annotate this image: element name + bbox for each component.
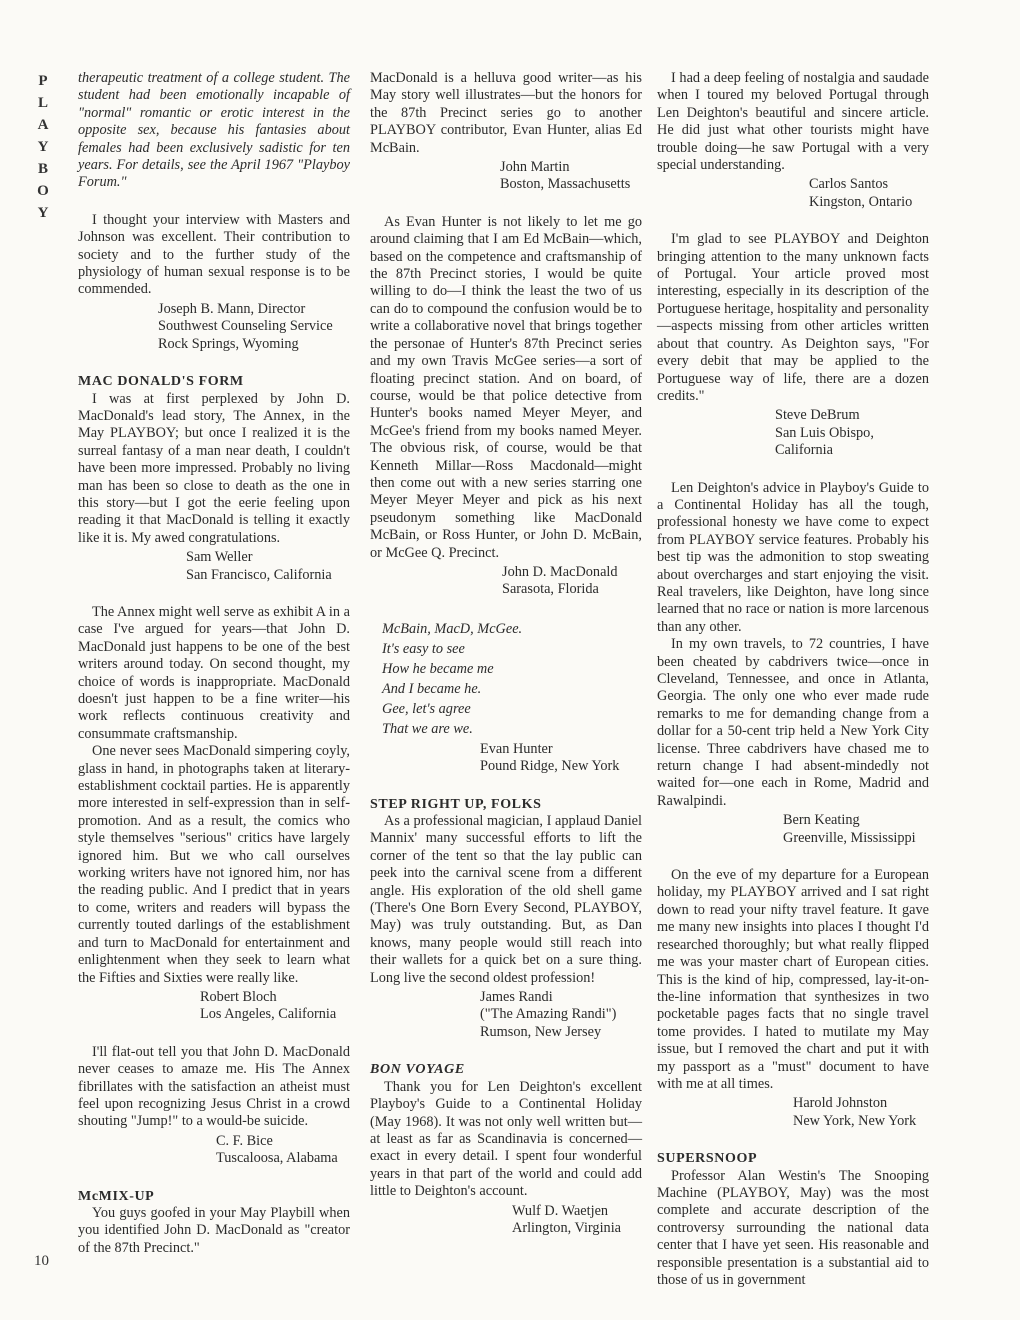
runner-letter: L	[37, 95, 48, 111]
letter-weller: I was at first perplexed by John D. MacDonald's lead story, The Annex, in the May PLAYBOY; but once I realized it is the surreal fantasy of a man near death, I couldn't have been more impressed. Probably no living man has been so close to death as the one in this story—but I got the eerie feeling upon reading it that MacDonald is telling it exactly like it is. My awed congratulations.	[78, 390, 350, 546]
letter-waetjen: Thank you for Len Deighton's excellent Playboy's Guide to a Continental Holiday (May 1968). It was not only well written but—at least as far as Scandinavia is concerned—exact in every detail. I spent four wonderful years in that part of the world and could add little to Deighton's account.	[370, 1078, 642, 1200]
signature-mann: Joseph B. Mann, Director Southwest Counseling Service Rock Springs, Wyoming	[158, 300, 333, 352]
section-heading: SUPERSNOOP	[657, 1151, 758, 1167]
signature-jdm: John D. MacDonald Sarasota, Florida	[502, 563, 618, 598]
runner-letter: Y	[37, 139, 49, 155]
letter-bloch-cont: One never sees MacDonald simpering coyly, glass in hand, in photographs taken at literary-establishment cocktail parties. He is apparently more interested in self-expression than in self-promotion. And as a result, the comics who style themselves "serious" critics have largely ignored him. But we who call ourselves working writers have not ignored him, nor has the reading public. And I predict that in years to come, writers and readers will bypass the currently touted darlings of the establishment and turn to MacDonald for entertainment and enlightenment when they seek to learn what the Fifties and Sixties were really like.	[78, 743, 350, 986]
signature-johnston: Harold Johnston New York, New York	[793, 1095, 917, 1129]
runner-letter: P	[38, 73, 48, 89]
magazine-running-title	[30, 70, 56, 224]
section-heading: McMIX-UP	[78, 1188, 155, 1204]
section-heading: BON VOYAGE	[370, 1062, 465, 1078]
letter-westin: Professor Alan Westin's The Snooping Machine (PLAYBOY, May) was the most complete and accurate description of the controversy surrounding the national data center that I have yet seen. His reasonable and responsible presentation is a substantial aid to those of us in government	[657, 1167, 929, 1288]
runner-letter: Y	[37, 205, 49, 221]
signature-randi: James Randi ("The Amazing Randi") Rumson, New Jersey	[480, 989, 617, 1040]
letter-debrum: I'm glad to see PLAYBOY and Deighton bringing attention to the many unknown facts of Portugal. Your article proved most interesting, especially in its description of the Portuguese heritage, hospitality and personality—aspects missing from other articles written about that country. As Deighton says, "For every debit that may be applied to the Portuguese way of life, there are a dozen credits."	[657, 231, 929, 404]
letter-randi: As a professional magician, I applaud Daniel Mannix' many successful efforts to lift the corner of the tent so that the lay public can peek into the carnival scene from a different angle. His exploration of the old shell game (There's One Born Every Second, PLAYBOY, May) was truly outstanding. But, as Dan knows, many people would still reach into their wallets for a quick bet on a sure thing. Long live the second oldest profession!	[370, 813, 642, 986]
letter-martin: You guys goofed in your May Playbill when you identified John D. MacDonald as "creator of the 87th Precinct."	[78, 1204, 350, 1256]
poem: McBain, MacD, McGee. It's easy to see How he became me And I became he. Gee, let's agree That we are we.	[382, 620, 523, 737]
signature-waetjen: Wulf D. Waetjen Arlington, Virginia	[512, 1202, 622, 1236]
runner-letter: A	[37, 117, 49, 133]
signature-santos: Carlos Santos Kingston, Ontario	[809, 176, 913, 210]
signature-weller: Sam Weller San Francisco, California	[186, 549, 332, 583]
letter-bice: I'll flat-out tell you that John D. MacDonald never ceases to amaze me. His The Annex fibrillates with the satisfaction an atheist must feel upon recognizing Jesus Christ in a crowd shouting "Jump!" to a would-be suicide.	[78, 1043, 350, 1130]
signature-bice: C. F. Bice Tuscaloosa, Alabama	[216, 1132, 338, 1167]
letter-martin-cont: MacDonald is a helluva good writer—as his May story well illustrates—but the honors for the 87th Precinct series go to another PLAYBOY contributor, Evan Hunter, alias Ed McBain.	[370, 70, 642, 156]
letter-keating-cont: In my own travels, to 72 countries, I have been cheated by cabdrivers twice—once in Cleveland, Tennessee, and once in Atlanta, Georgia. The only one who ever made rude remarks to me for demanding change from a dollar for a 50-cent trip held a New York City license. Three cabdrivers have chased me to return change I had absent-mindedly not waited for—one each in Rome, Madrid and Rawalpindi.	[657, 636, 929, 809]
signature-bloch: Robert Bloch Los Angeles, California	[200, 988, 337, 1023]
letter-jdm: As Evan Hunter is not likely to let me go around claiming that I am Ed McBain—which, based on the competence and craftsmanship of the 87th Precinct stories, I would be quite willing to do—I think the least the two of us can do to compound the confusion would be to write a collaborative novel that brings together the personae of Hunter's 87th Precinct series and my own Travis McGee series—a sort of floating precinct station. And on board, of course, would be that police detective from Hunter's books named Meyer Meyer, and McGee's friend from my books named Meyer. The obvious risk, of course, would be that Kenneth Millar—Ross Macdonald—might then come out with a new series starring one Meyer Meyer Meyer and pick as his next pseudonym something like MacDonald McBain, or Ross Hunter, or John D. McBain, or McGee Q. Precinct.	[370, 213, 642, 561]
column-1	[78, 70, 350, 1257]
column-2	[370, 70, 642, 1237]
signature-hunter: Evan Hunter Pound Ridge, New York	[480, 740, 620, 775]
letter-mann: I thought your interview with Masters and Johnson was excellent. Their contribution to society and to the further study of the physiology of human sexual response is to be commended.	[78, 211, 350, 298]
section-heading: STEP RIGHT UP, FOLKS	[370, 796, 542, 812]
letter-keating: Len Deighton's advice in Playboy's Guide to a Continental Holiday has all the tough, professional honesty we have come to expect from PLAYBOY service features. Probably his best tip was the admonition to stop sweating about overcharges and start enjoying the visit. Real travelers, like Deighton, have long since learned that no race or nation is more larcenous than any other.	[657, 479, 929, 635]
page-number: 10	[34, 1253, 49, 1269]
runner-letter: B	[37, 161, 48, 177]
section-heading: MAC DONALD'S FORM	[78, 374, 244, 390]
letter-santos: I had a deep feeling of nostalgia and saudade when I toured my beloved Portugal through Len Deighton's beautiful and sincere article. He did just what other tourists might have trouble doing—he saw Portugal with a very special understanding.	[657, 70, 929, 174]
signature-keating: Bern Keating Greenville, Mississippi	[783, 812, 916, 846]
column-3	[657, 70, 929, 1289]
signature-debrum: Steve DeBrum San Luis Obispo, California	[775, 407, 874, 459]
signature-martin: John Martin Boston, Massachusetts	[500, 159, 631, 193]
letter-johnston: On the eve of my departure for a European holiday, my PLAYBOY arrived and I sat right down to read your nifty travel feature. It gave me many new insights into places I thought I'd researched thoroughly; but what really flipped me was your master chart of European cities. This is the kind of hip, compressed, lay-it-on-the-line information that synthesizes in two pocketable pages facts that no single travel tome provides. I hated to mutilate my May issue, but I removed the chart and put it with my passport as a "must" document to have with me at all times.	[657, 867, 929, 1092]
letter-bloch: The Annex might well serve as exhibit A in a case I've argued for years—that John D. MacDonald just happens to be one of the best writers around today. On second thought, my choice of words is inappropriate. MacDonald doesn't just happen to be a fine writer—his work reflects continuous creativity and consummate craftsmanship.	[78, 603, 350, 742]
editor-note: therapeutic treatment of a college student. The student had been emotionally incapable of "normal" romantic or erotic interest in the opposite sex, because his fantasies about females had been exclusively sadistic for ten years. For details, see the April 1967 "Playboy Forum."	[78, 70, 350, 191]
runner-letter: O	[37, 183, 49, 199]
